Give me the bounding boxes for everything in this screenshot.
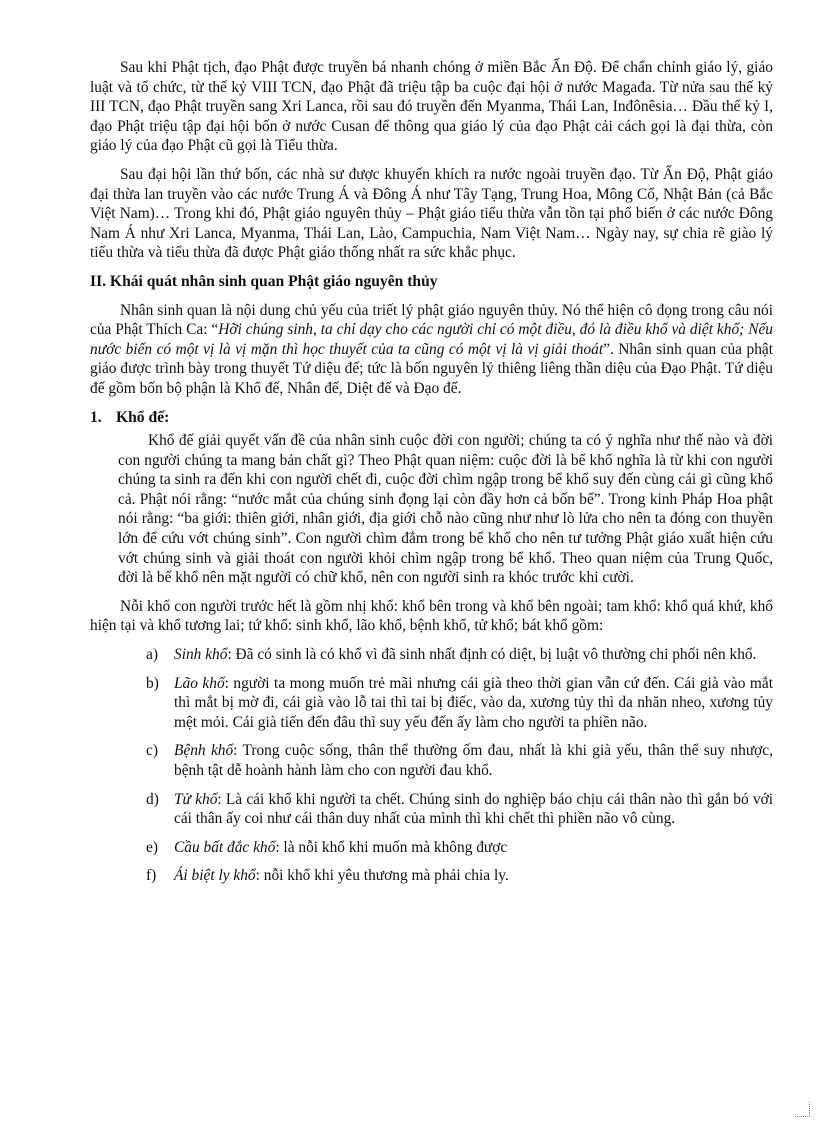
list-item [146, 838, 773, 858]
list-term: Cầu bất đắc khổ [174, 838, 276, 856]
buddha-quote: Hỡi chúng sinh, ta chỉ dạy cho các người chỉ có một điều, đó là điều khổ và diệt khổ; Nếu nước biển có một vị là vị mặn thì học thuyết của ta cũng có một vị là vị giải thoát [90, 321, 774, 358]
list-term: Ái biệt ly khổ [174, 867, 256, 885]
intro-text-b: ”. Nhân sinh quan của phật giáo được trình bày trong thuyết Tứ diệu đế; tức là bốn nguyên lý thiêng liêng thần diệu của Đạo Phật. Tứ diệu đế gồm bốn bộ phận là Khổ đế, Nhân đế, Diệt đế và Đạo đế. [90, 340, 773, 397]
suffering-list [146, 645, 773, 886]
subsection-title: Khổ đế: [116, 408, 170, 426]
paragraph-nhan-sinh-quan [90, 301, 773, 399]
list-text: : Đã có sinh là có khổ vì đã sinh nhất định có diệt, bị luật vô thường chi phối nên khổ. [227, 646, 757, 664]
page-corner-mark [795, 1102, 810, 1117]
list-item [146, 674, 773, 733]
list-item [146, 866, 773, 886]
paragraph-fourth-council: Sau đại hội lần thứ bốn, các nhà sư được khuyến khích ra nước ngoài truyền đạo. Từ Ấn Độ, Phật giáo đại thừa lan truyền vào các nước Trung Á và Đông Á như Tây Tạng, Trung Hoa, Mông Cổ, Nhật Bản (cả Bắc Việt Nam)… Trong khi đó, Phật giáo nguyên thủy – Phật giáo tiểu thừa vẫn tồn tại phổ biến ở các nước Đông Nam Á như Xri Lanca, Myanma, Thái Lan, Lào, Campuchia, Nam Việt Nam… Ngày nay, sự chia rẽ giào lý tiểu thừa và tiểu thừa đã được Phật giáo thống nhất ra sức khắc phục. [90, 165, 773, 262]
intro-text-a: Nhân sinh quan là nội dung chủ yếu của triết lý phật giáo nguyên thủy. Nó thể hiện cô đọng trong câu nói của Phật Thích Ca: “ [90, 301, 773, 339]
list-term: Sinh khổ [174, 646, 228, 664]
list-marker: d) [146, 790, 159, 808]
subsection-number: 1. [90, 408, 102, 426]
list-text: : là nỗi khổ khi muốn mà không được [275, 838, 508, 856]
list-marker: c) [146, 742, 158, 760]
list-term: Tử khổ [174, 790, 218, 808]
list-marker: f) [146, 867, 157, 885]
list-term: Bệnh khổ [174, 742, 234, 760]
paragraph-buddhism-spread: Sau khi Phật tịch, đạo Phật được truyền bá nhanh chóng ở miền Bắc Ấn Độ. Để chấn chỉnh giáo lý, giáo luật và tổ chức, từ thế kỷ VIII TCN, đạo Phật đã triệu tập ba cuộc đại hội ở nước Magađa. Từ nửa sau thế kỷ III TCN, đạo Phật truyền sang Xri Lanca, rồi sau đó truyền đến Myanma, Thái Lan, Inđônêsia… Đầu thế kỷ I, đạo Phật triệu tập đại hội bốn ở nước Cusan để thông qua giáo lý của đạo Phật cải cách gọi là đại thừa, còn giáo lý của đạo Phật cũ gọi là Tiểu thừa. [90, 59, 773, 155]
list-item [146, 790, 773, 829]
subsection-body [118, 431, 773, 588]
paragraph-kho-de: Khổ đế giải quyết vấn đề của nhân sinh cuộc đời con người; chúng ta có ý nghĩa như thế nào và đời con người chúng ta mang bản chất gì? Theo Phật quan niệm: cuộc đời là bể khổ nghĩa là từ khi con người chúng ta sinh ra đến khi con người chết đi, cuộc đời chìm ngập trong bể khổ suy đến cùng cái gì cũng khổ cả. Phật nói rằng: “nước mắt của chúng sinh đọng lại còn đầy hơn cả bốn bể”. Trong kinh Pháp Hoa phật nói rằng: “ba giới: thiên giới, nhân giới, địa giới chỗ nào cũng như như lò lửa cho nên ta đóng con thuyền lớn để cứu vớt chúng sinh”. Con người chìm đắm trong bể khổ cho nên tư tưởng Phật giáo xuất hiện cứu vớt chúng sinh và giải thoát con người khỏi chìm ngập trong bể khổ. Theo quan niệm của Trung Quốc, đời là bể khổ nên mặt người có chữ khổ, nên con người sinh ra khóc trước khi cười. [118, 432, 773, 587]
list-item [146, 741, 773, 780]
list-text: : Trong cuộc sống, thân thể thường ốm đau, nhất là khi già yếu, thân thể suy nhược, bệnh tật dễ hoành hành làm cho con người đau khổ. [174, 742, 773, 779]
list-term: Lão khổ [174, 674, 225, 692]
subsection-heading [90, 408, 773, 428]
list-marker: e) [146, 838, 158, 856]
list-marker: b) [146, 674, 159, 692]
list-item [146, 645, 773, 665]
list-text: : người ta mong muốn trẻ mãi nhưng cái già theo thời gian vẫn cứ đến. Cái già vào mắt thì mắt bị mờ đi, cái già vào lỗ tai thì tai bị điếc, vào da, xương tủy thì da nhăn nheo, xương tủy mệt mỏi. Cái già tiến đến đâu thì suy yếu đến ấy làm cho người ta phiền não. [174, 674, 773, 731]
list-marker: a) [146, 646, 158, 664]
document-body [90, 58, 773, 895]
section-heading: II. Khái quát nhân sinh quan Phật giáo nguyên thủy [90, 272, 438, 290]
list-text: : nỗi khổ khi yêu thương mà phải chia ly. [255, 867, 509, 885]
paragraph-noi-kho: Nỗi khổ con người trước hết là gồm nhị khổ: khổ bên trong và khổ bên ngoài; tam khổ: khổ quá khứ, khổ hiện tại và khổ tương lai; tứ khổ: sinh khổ, lão khổ, bệnh khổ, tử khổ; bát khổ gồm: [90, 597, 773, 635]
list-text: : Là cái khổ khi người ta chết. Chúng sinh do nghiệp báo chịu cái thân nào thì gắn bó với cái thân ấy coi như cái thân duy nhất của mình thì khi chết thì phiền não vô cùng. [174, 790, 774, 828]
